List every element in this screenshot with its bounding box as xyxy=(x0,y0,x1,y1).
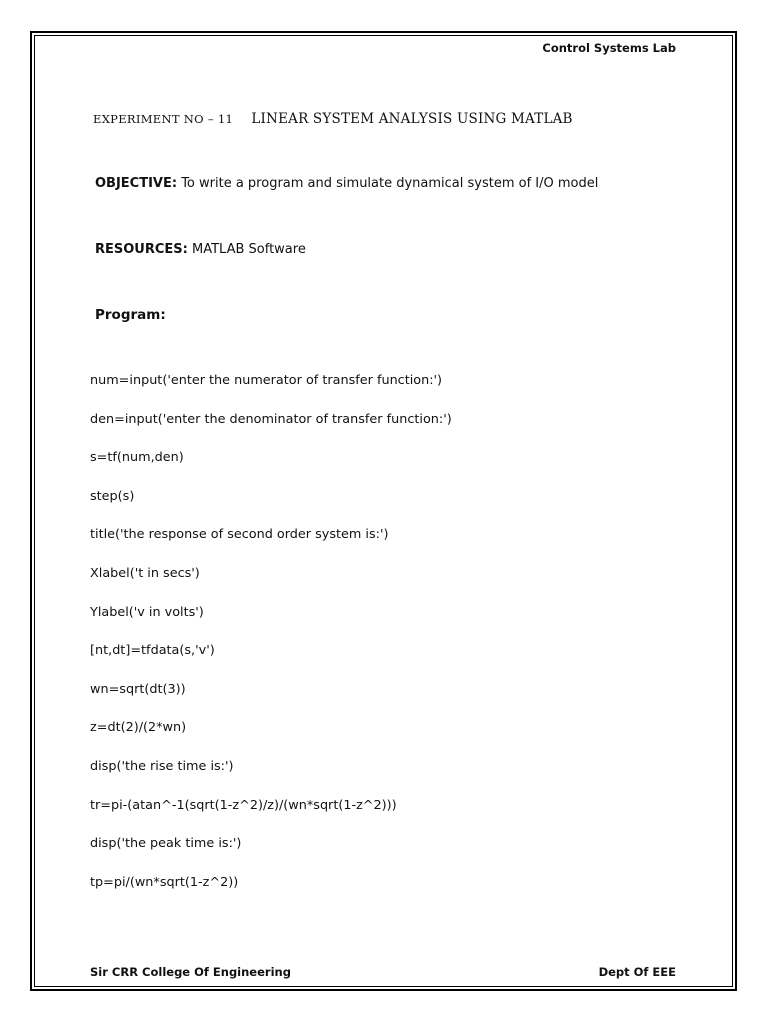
code-line: wn=sqrt(dt(3)) xyxy=(90,681,186,697)
code-line: den=input('enter the denominator of transfer function:') xyxy=(90,411,452,427)
footer-department: Dept Of EEE xyxy=(598,965,676,979)
objective-text: To write a program and simulate dynamical system of I/O model xyxy=(177,176,599,191)
code-line: z=dt(2)/(2*wn) xyxy=(90,720,187,736)
code-line: [nt,dt]=tfdata(s,'v') xyxy=(90,643,215,659)
code-line: step(s) xyxy=(90,488,135,504)
code-line: disp('the rise time is:') xyxy=(90,758,234,774)
code-line: tp=pi/(wn*sqrt(1-z^2)) xyxy=(90,874,239,890)
footer-college: Sir CRR College Of Engineering xyxy=(90,965,291,979)
experiment-name: LINEAR SYSTEM ANALYSIS USING MATLAB xyxy=(251,111,573,127)
experiment-title xyxy=(93,111,573,127)
code-line: Ylabel('v in volts') xyxy=(90,604,204,620)
objective-label: OBJECTIVE: xyxy=(95,176,178,191)
code-line: disp('the peak time is:') xyxy=(90,836,242,852)
resources-section xyxy=(95,242,306,257)
program-heading: Program: xyxy=(95,307,166,323)
resources-label: RESOURCES: xyxy=(95,242,188,257)
program-code xyxy=(90,366,452,906)
code-line: num=input('enter the numerator of transfer function:') xyxy=(90,373,443,388)
objective-section xyxy=(95,176,598,191)
resources-text: MATLAB Software xyxy=(187,242,306,257)
code-line: tr=pi-(atan^-1(sqrt(1-z^2)/z)/(wn*sqrt(1-z^2))) xyxy=(90,797,397,813)
code-line: title('the response of second order system is:') xyxy=(90,527,389,543)
experiment-number: EXPERIMENT NO – 11 xyxy=(93,112,234,126)
code-line: Xlabel('t in secs') xyxy=(90,565,200,581)
header-lab-name: Control Systems Lab xyxy=(542,41,676,55)
code-line: s=tf(num,den) xyxy=(90,450,184,466)
